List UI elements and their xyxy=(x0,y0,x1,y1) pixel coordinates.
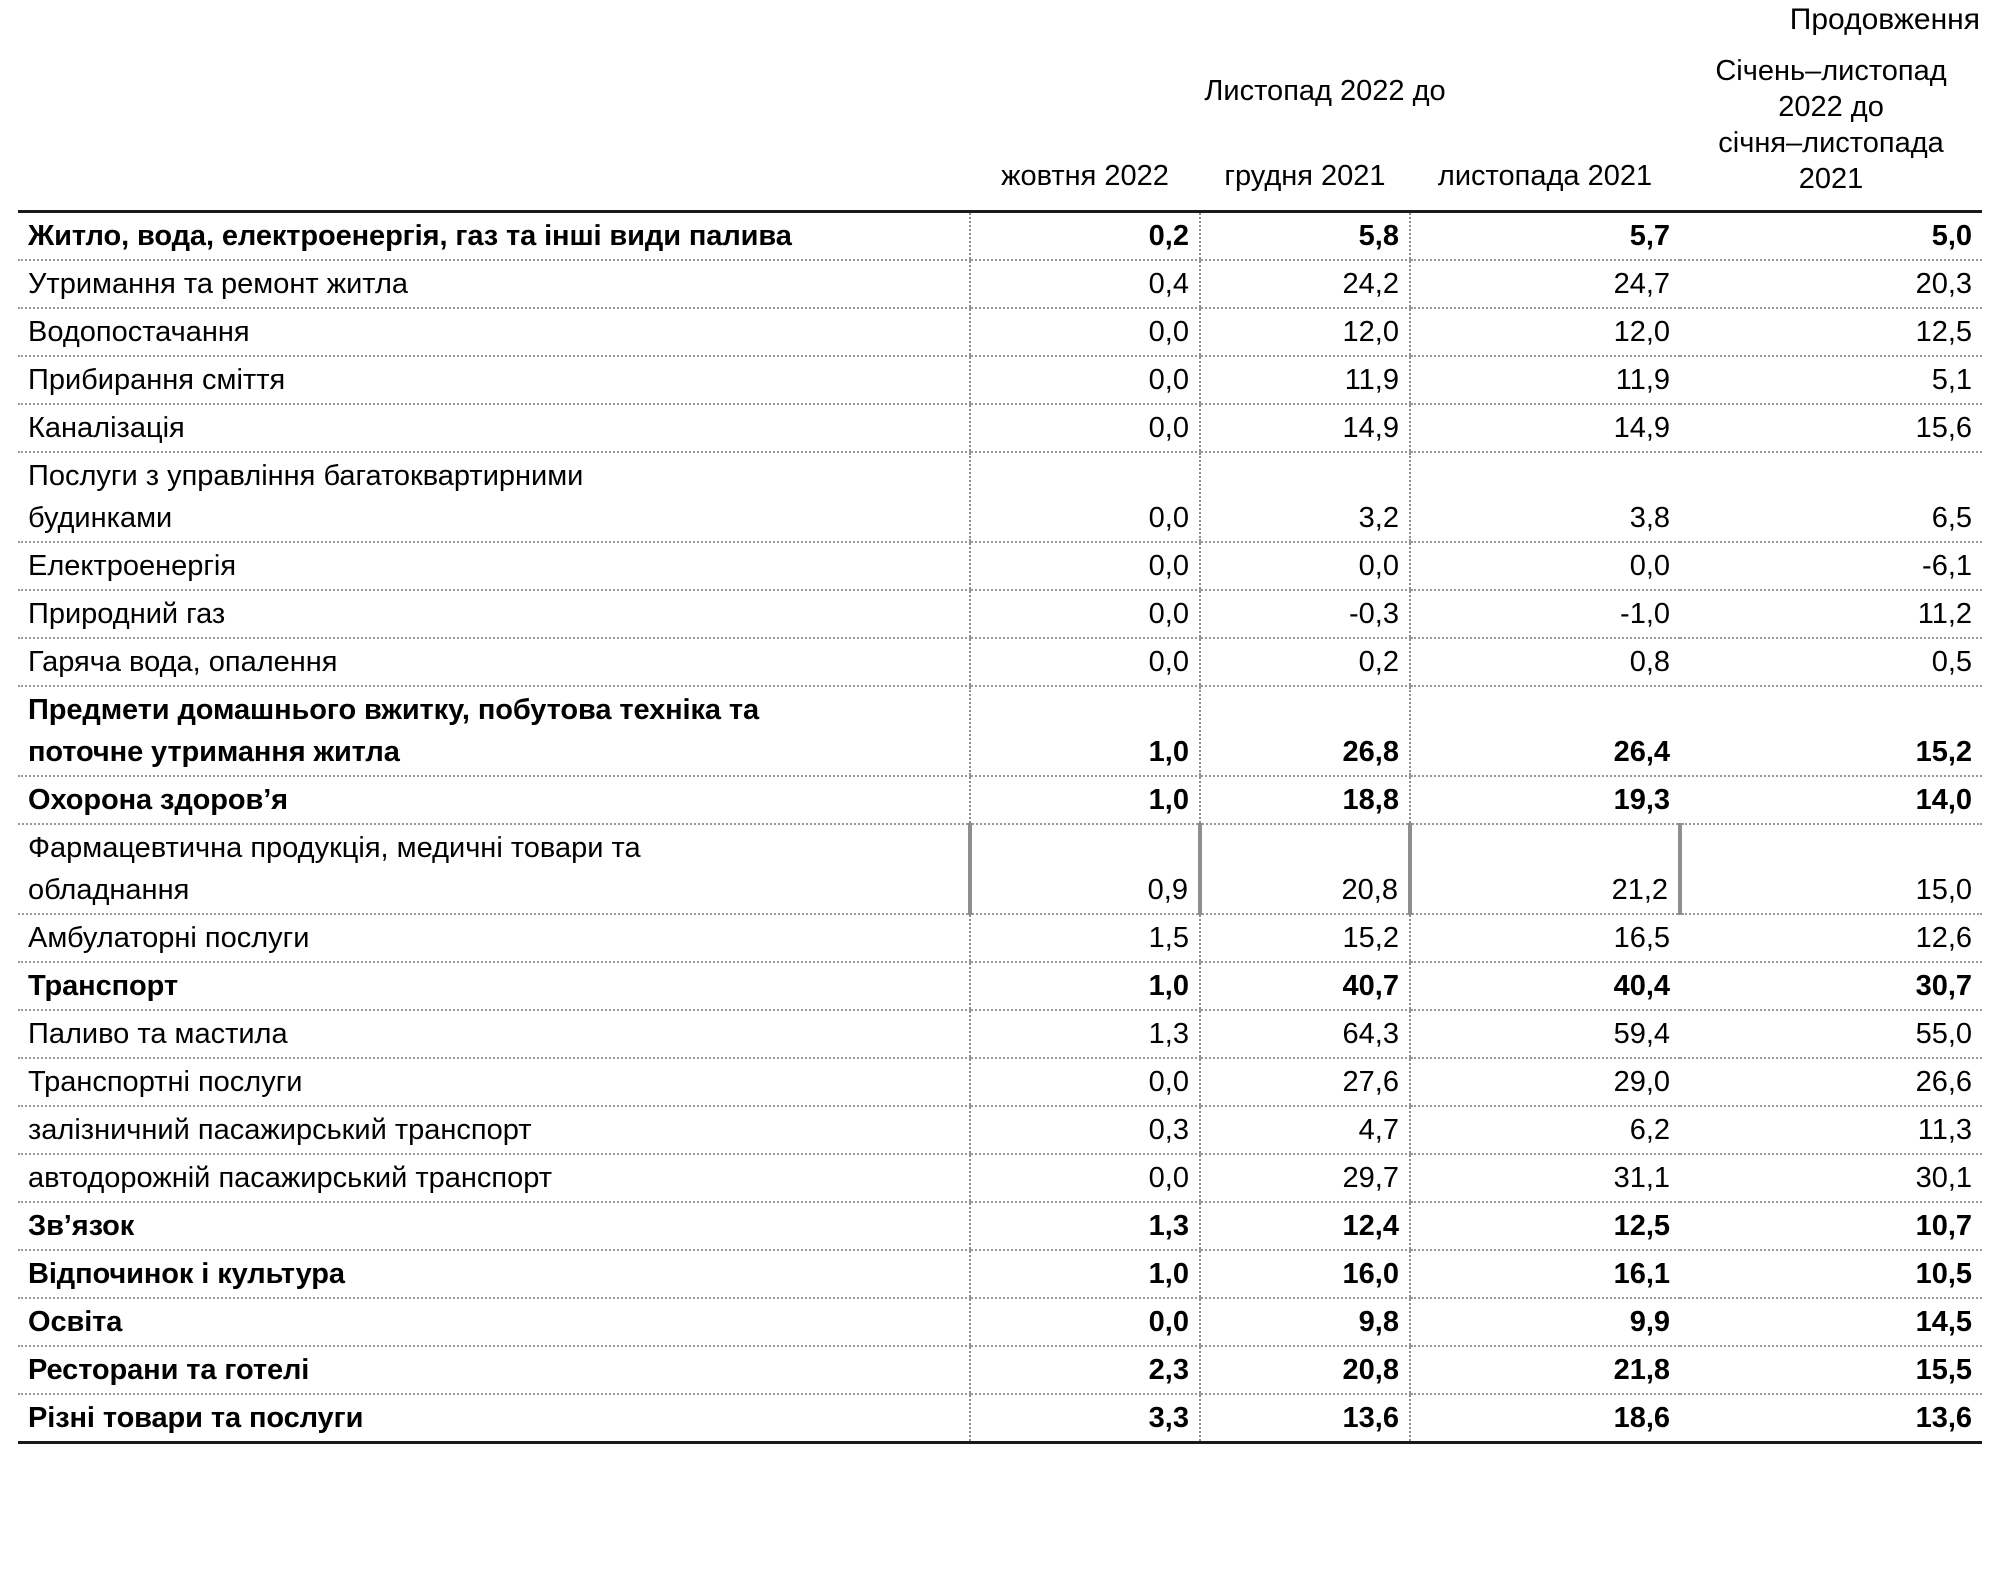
value-november: 12,0 xyxy=(1410,308,1680,356)
value-october: 1,0 xyxy=(970,1250,1200,1298)
row-label xyxy=(18,1346,970,1394)
row-label xyxy=(18,824,970,914)
table-row xyxy=(18,212,1982,261)
value-cumulative: 11,3 xyxy=(1680,1106,1982,1154)
value-cumulative: 26,6 xyxy=(1680,1058,1982,1106)
value-november: 0,8 xyxy=(1410,638,1680,686)
value-december: 0,0 xyxy=(1200,542,1410,590)
row-label-line: Освіта xyxy=(28,1306,123,1338)
value-october: 0,0 xyxy=(970,1058,1200,1106)
table-row xyxy=(18,1154,1982,1202)
table-row xyxy=(18,686,1982,776)
row-label-line: Житло, вода, електроенергія, газ та інші види палива xyxy=(28,220,792,252)
table-row xyxy=(18,824,1982,914)
row-label xyxy=(18,1298,970,1346)
value-december: 20,8 xyxy=(1200,824,1410,914)
table-row xyxy=(18,1106,1982,1154)
row-label xyxy=(18,260,970,308)
value-november: 19,3 xyxy=(1410,776,1680,824)
value-cumulative: 30,7 xyxy=(1680,962,1982,1010)
row-label-line: обладнання xyxy=(28,874,190,906)
value-october: 0,9 xyxy=(970,824,1200,914)
table-row xyxy=(18,590,1982,638)
row-label xyxy=(18,542,970,590)
value-cumulative: 6,5 xyxy=(1680,452,1982,542)
header-group-november: Листопад 2022 до xyxy=(1204,75,1446,107)
value-cumulative: 30,1 xyxy=(1680,1154,1982,1202)
table-row xyxy=(18,962,1982,1010)
row-label-line: Відпочинок і культура xyxy=(28,1258,345,1290)
table-row xyxy=(18,638,1982,686)
row-label xyxy=(18,212,970,261)
value-cumulative: 20,3 xyxy=(1680,260,1982,308)
value-cumulative: 15,0 xyxy=(1680,824,1982,914)
header-col-cumulative xyxy=(1680,40,1982,212)
row-label-line: Амбулаторні послуги xyxy=(28,922,310,954)
value-november: -1,0 xyxy=(1410,590,1680,638)
value-october: 1,5 xyxy=(970,914,1200,962)
row-label-line: Послуги з управління багатоквартирними xyxy=(28,460,584,492)
value-october: 1,0 xyxy=(970,686,1200,776)
value-december: 5,8 xyxy=(1200,212,1410,261)
value-october: 1,3 xyxy=(970,1202,1200,1250)
row-label xyxy=(18,1106,970,1154)
value-cumulative: 15,6 xyxy=(1680,404,1982,452)
value-november: 26,4 xyxy=(1410,686,1680,776)
value-october: 2,3 xyxy=(970,1346,1200,1394)
value-november: 21,2 xyxy=(1410,824,1680,914)
value-cumulative: -6,1 xyxy=(1680,542,1982,590)
value-october: 0,0 xyxy=(970,590,1200,638)
value-cumulative: 12,5 xyxy=(1680,308,1982,356)
row-label-line: Різні товари та послуги xyxy=(28,1402,364,1434)
value-december: 13,6 xyxy=(1200,1394,1410,1443)
table-row xyxy=(18,308,1982,356)
value-cumulative: 15,5 xyxy=(1680,1346,1982,1394)
header-cum-line1: Січень–листопад xyxy=(1715,55,1947,87)
value-november: 59,4 xyxy=(1410,1010,1680,1058)
row-label-line: Предмети домашнього вжитку, побутова техніка та xyxy=(28,694,760,726)
row-label-line: Паливо та мастила xyxy=(28,1018,288,1050)
table-row xyxy=(18,776,1982,824)
table-row xyxy=(18,1010,1982,1058)
value-december: 12,4 xyxy=(1200,1202,1410,1250)
row-label-line: Електроенергія xyxy=(28,550,237,582)
value-october: 1,0 xyxy=(970,776,1200,824)
value-december: 14,9 xyxy=(1200,404,1410,452)
row-label-line: Утримання та ремонт житла xyxy=(28,268,409,300)
row-label xyxy=(18,1250,970,1298)
row-label xyxy=(18,590,970,638)
value-october: 0,3 xyxy=(970,1106,1200,1154)
table-row xyxy=(18,1298,1982,1346)
value-october: 0,2 xyxy=(970,212,1200,261)
header-col-november: листопада 2021 xyxy=(1437,160,1653,192)
row-label-line: Транспортні послуги xyxy=(28,1066,303,1098)
value-october: 0,0 xyxy=(970,308,1200,356)
row-label-line: Водопостачання xyxy=(28,316,250,348)
row-label xyxy=(18,776,970,824)
value-december: 12,0 xyxy=(1200,308,1410,356)
value-december: 40,7 xyxy=(1200,962,1410,1010)
table-row xyxy=(18,1394,1982,1443)
header-col-december: грудня 2021 xyxy=(1224,160,1386,192)
value-november: 24,7 xyxy=(1410,260,1680,308)
row-label-line: Фармацевтична продукція, медичні товари та xyxy=(28,832,641,864)
value-october: 0,0 xyxy=(970,542,1200,590)
value-november: 18,6 xyxy=(1410,1394,1680,1443)
value-cumulative: 10,5 xyxy=(1680,1250,1982,1298)
value-december: -0,3 xyxy=(1200,590,1410,638)
value-november: 16,1 xyxy=(1410,1250,1680,1298)
row-label xyxy=(18,452,970,542)
value-cumulative: 15,2 xyxy=(1680,686,1982,776)
value-november: 5,7 xyxy=(1410,212,1680,261)
row-label xyxy=(18,1202,970,1250)
value-december: 27,6 xyxy=(1200,1058,1410,1106)
value-november: 29,0 xyxy=(1410,1058,1680,1106)
value-december: 18,8 xyxy=(1200,776,1410,824)
value-november: 3,8 xyxy=(1410,452,1680,542)
row-label-line: автодорожній пасажирський транспорт xyxy=(28,1162,553,1194)
value-october: 0,0 xyxy=(970,1154,1200,1202)
table-row xyxy=(18,914,1982,962)
value-december: 29,7 xyxy=(1200,1154,1410,1202)
header-row-top xyxy=(18,40,1982,142)
row-label xyxy=(18,962,970,1010)
continuation-caption-row xyxy=(18,0,1982,40)
value-october: 0,0 xyxy=(970,452,1200,542)
value-cumulative: 14,5 xyxy=(1680,1298,1982,1346)
value-november: 16,5 xyxy=(1410,914,1680,962)
value-december: 11,9 xyxy=(1200,356,1410,404)
value-december: 9,8 xyxy=(1200,1298,1410,1346)
value-cumulative: 0,5 xyxy=(1680,638,1982,686)
value-cumulative: 12,6 xyxy=(1680,914,1982,962)
header-col-october: жовтня 2022 xyxy=(1001,160,1169,192)
continuation-caption: Продовження xyxy=(1789,3,1980,36)
table-row xyxy=(18,404,1982,452)
row-label-line: Транспорт xyxy=(28,970,178,1002)
value-cumulative: 11,2 xyxy=(1680,590,1982,638)
row-label-line: залізничний пасажирський транспорт xyxy=(28,1114,532,1146)
value-november: 21,8 xyxy=(1410,1346,1680,1394)
value-december: 4,7 xyxy=(1200,1106,1410,1154)
value-december: 26,8 xyxy=(1200,686,1410,776)
value-cumulative: 14,0 xyxy=(1680,776,1982,824)
row-label-line: Прибирання сміття xyxy=(28,364,286,396)
value-october: 0,0 xyxy=(970,404,1200,452)
header-cum-line3: січня–листопада xyxy=(1718,127,1944,159)
row-label xyxy=(18,1154,970,1202)
table-row xyxy=(18,1202,1982,1250)
row-label-line: Природний газ xyxy=(28,598,226,630)
table-header xyxy=(18,40,1982,212)
header-label-blank xyxy=(18,40,970,212)
row-label-line: поточне утримання житла xyxy=(28,736,400,768)
value-october: 0,0 xyxy=(970,638,1200,686)
row-label-line: Гаряча вода, опалення xyxy=(28,646,338,678)
value-october: 0,0 xyxy=(970,1298,1200,1346)
row-label-line: Зв’язок xyxy=(28,1210,135,1242)
value-cumulative: 5,0 xyxy=(1680,212,1982,261)
table-row xyxy=(18,542,1982,590)
row-label-line: Охорона здоров’я xyxy=(28,784,288,816)
value-october: 0,0 xyxy=(970,356,1200,404)
row-label xyxy=(18,914,970,962)
cpi-table xyxy=(18,40,1982,1444)
table-body xyxy=(18,212,1982,1443)
row-label xyxy=(18,404,970,452)
table-row xyxy=(18,1346,1982,1394)
value-october: 1,0 xyxy=(970,962,1200,1010)
row-label xyxy=(18,686,970,776)
table-row xyxy=(18,1250,1982,1298)
value-cumulative: 5,1 xyxy=(1680,356,1982,404)
value-october: 1,3 xyxy=(970,1010,1200,1058)
row-label xyxy=(18,1010,970,1058)
header-cum-line2: 2022 до xyxy=(1778,91,1884,123)
row-label xyxy=(18,1058,970,1106)
value-november: 6,2 xyxy=(1410,1106,1680,1154)
value-december: 15,2 xyxy=(1200,914,1410,962)
value-october: 0,4 xyxy=(970,260,1200,308)
value-december: 24,2 xyxy=(1200,260,1410,308)
row-label-line: Ресторани та готелі xyxy=(28,1354,310,1386)
value-november: 0,0 xyxy=(1410,542,1680,590)
value-cumulative: 55,0 xyxy=(1680,1010,1982,1058)
row-label xyxy=(18,356,970,404)
header-cum-line4: 2021 xyxy=(1798,163,1864,195)
value-cumulative: 10,7 xyxy=(1680,1202,1982,1250)
table-row xyxy=(18,1058,1982,1106)
value-november: 11,9 xyxy=(1410,356,1680,404)
table-row xyxy=(18,356,1982,404)
row-label xyxy=(18,308,970,356)
value-december: 16,0 xyxy=(1200,1250,1410,1298)
value-november: 9,9 xyxy=(1410,1298,1680,1346)
value-december: 0,2 xyxy=(1200,638,1410,686)
value-december: 64,3 xyxy=(1200,1010,1410,1058)
row-label-line: будинками xyxy=(28,502,173,534)
value-november: 31,1 xyxy=(1410,1154,1680,1202)
value-cumulative: 13,6 xyxy=(1680,1394,1982,1443)
value-november: 12,5 xyxy=(1410,1202,1680,1250)
value-december: 3,2 xyxy=(1200,452,1410,542)
value-october: 3,3 xyxy=(970,1394,1200,1443)
table-row xyxy=(18,260,1982,308)
table-row xyxy=(18,452,1982,542)
row-label xyxy=(18,638,970,686)
value-december: 20,8 xyxy=(1200,1346,1410,1394)
row-label-line: Каналізація xyxy=(28,412,185,444)
value-november: 40,4 xyxy=(1410,962,1680,1010)
row-label xyxy=(18,1394,970,1443)
value-november: 14,9 xyxy=(1410,404,1680,452)
